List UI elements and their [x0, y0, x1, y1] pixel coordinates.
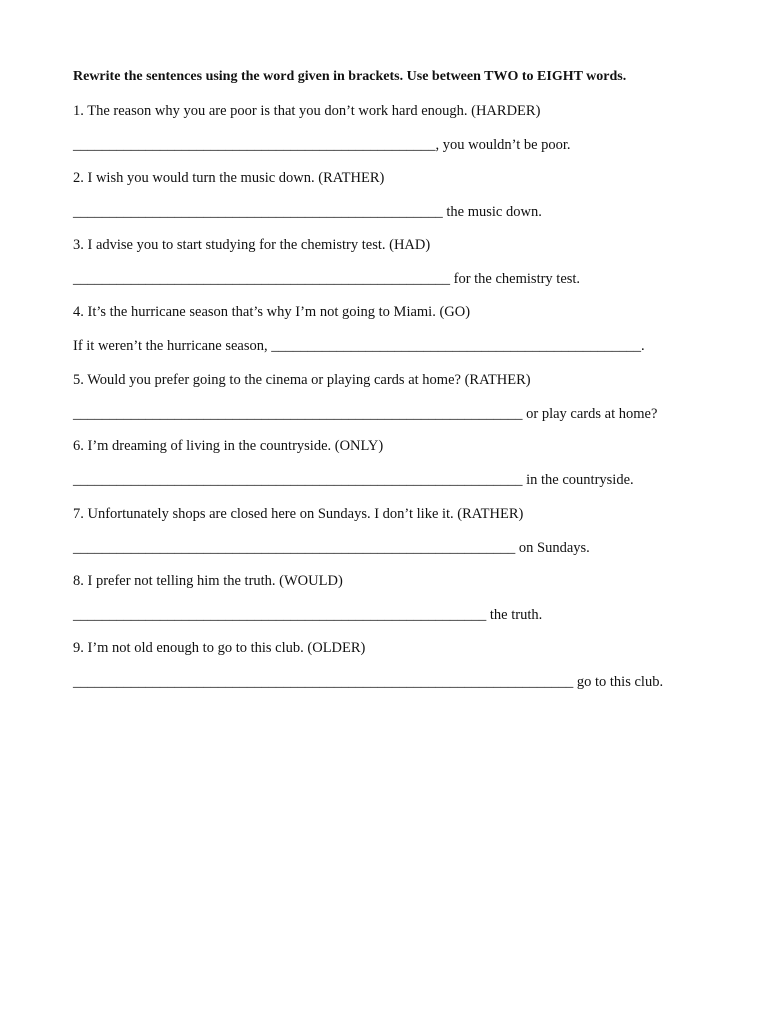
question-9: 9. I’m not old enough to go to this club. (OLDER) [73, 640, 366, 656]
question-4: 4. It’s the hurricane season that’s why I’m not going to Miami. (GO) [73, 304, 471, 320]
answer-line-4: If it weren’t the hurricane season, ___________________________________________________. [73, 338, 645, 354]
answer-line-3: ____________________________________________________ for the chemistry test. [73, 271, 581, 287]
answer-line-2: ___________________________________________________ the music down. [73, 204, 542, 220]
question-3: 3. I advise you to start studying for the chemistry test. (HAD) [73, 237, 431, 253]
instructions-heading: Rewrite the sentences using the word given in brackets. Use between TWO to EIGHT words. [73, 69, 627, 84]
answer-line-7: _____________________________________________________________ on Sundays. [73, 540, 590, 556]
answer-line-6: ______________________________________________________________ in the countryside. [73, 472, 634, 488]
answer-line-8: _________________________________________________________ the truth. [73, 607, 543, 623]
question-8: 8. I prefer not telling him the truth. (WOULD) [73, 573, 343, 589]
question-7: 7. Unfortunately shops are closed here on Sundays. I don’t like it. (RATHER) [73, 506, 524, 522]
answer-line-1: __________________________________________________, you wouldn’t be poor. [73, 137, 571, 153]
question-1: 1. The reason why you are poor is that you don’t work hard enough. (HARDER) [73, 103, 541, 119]
answer-line-5: ______________________________________________________________ or play cards at home? [73, 406, 658, 422]
question-5: 5. Would you prefer going to the cinema or playing cards at home? (RATHER) [73, 372, 531, 388]
answer-line-9: _____________________________________________________________________ go to this club. [73, 674, 664, 690]
question-6: 6. I’m dreaming of living in the countryside. (ONLY) [73, 438, 384, 454]
question-2: 2. I wish you would turn the music down. (RATHER) [73, 170, 385, 186]
